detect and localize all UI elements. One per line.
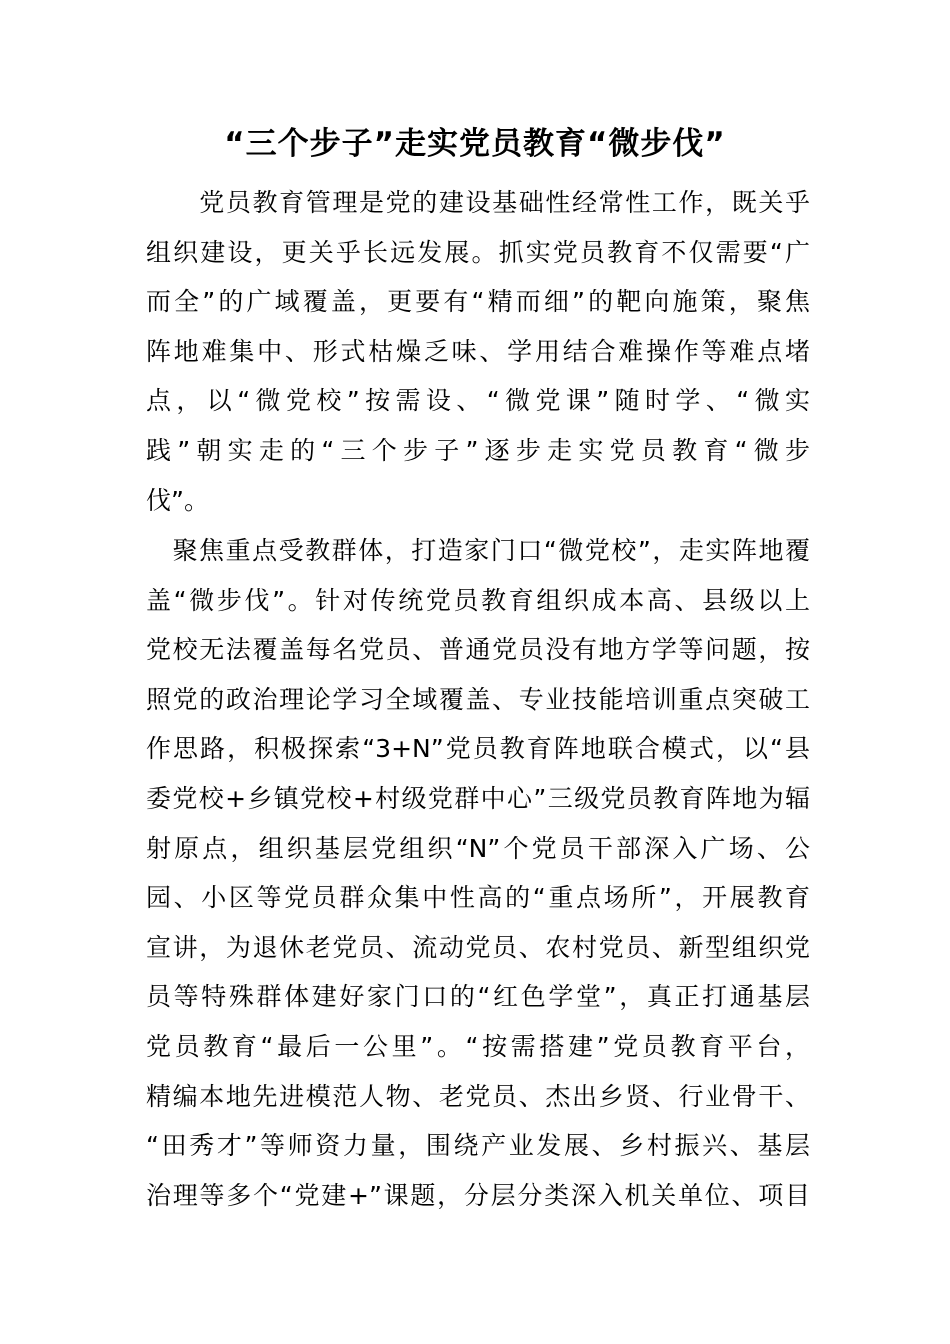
text-line: 盖“微步伐”。针对传统党员教育组织成本高、县级以上 — [146, 585, 810, 615]
text-line: “田秀才”等师资力量，围绕产业发展、乡村振兴、基层 — [146, 1131, 810, 1161]
paragraph-micro-party-school — [146, 526, 810, 1220]
text-line: 宣讲，为退休老党员、流动党员、农村党员、新型组织党 — [146, 932, 810, 962]
text-line: 党员教育“最后一公里”。“按需搭建”党员教育平台， — [146, 1031, 810, 1061]
text-line: 践”朝实走的“三个步子”逐步走实党员教育“微步 — [146, 435, 810, 465]
text-line: 阵地难集中、形式枯燥乏味、学用结合难操作等难点堵 — [146, 336, 810, 366]
text-line: 射原点，组织基层党组织“N”个党员干部深入广场、公 — [146, 833, 810, 863]
text-line: 作思路，积极探索“3+N”党员教育阵地联合模式，以“县 — [146, 734, 810, 764]
text-line: 园、小区等党员群众集中性高的“重点场所”，开展教育 — [146, 883, 810, 913]
text-line: 党校无法覆盖每名党员、普通党员没有地方学等问题，按 — [146, 635, 810, 665]
text-line: 治理等多个“党建+”课题，分层分类深入机关单位、项目 — [146, 1180, 810, 1210]
text-line: 伐”。 — [146, 485, 209, 515]
text-line: 党员教育管理是党的建设基础性经常性工作，既关乎 — [146, 188, 810, 217]
text-line: 员等特殊群体建好家门口的“红色学堂”，真正打通基层 — [146, 982, 810, 1012]
text-line: 照党的政治理论学习全域覆盖、专业技能培训重点突破工 — [146, 684, 810, 714]
text-line: 聚焦重点受教群体，打造家门口“微党校”，走实阵地覆 — [146, 536, 810, 565]
text-line: 组织建设，更关乎长远发展。抓实党员教育不仅需要“广 — [146, 237, 810, 267]
document-title: “三个步子”走实党员教育“微步伐” — [224, 126, 726, 162]
text-line: 精编本地先进模范人物、老党员、杰出乡贤、行业骨干、 — [146, 1081, 810, 1111]
text-line: 委党校+乡镇党校+村级党群中心”三级党员教育阵地为辐 — [146, 783, 810, 813]
text-line: 点，以“微党校”按需设、“微党课”随时学、“微实 — [146, 386, 810, 416]
paragraph-intro — [146, 178, 810, 525]
text-line: 而全”的广域覆盖，更要有“精而细”的靶向施策，聚焦 — [146, 287, 810, 317]
